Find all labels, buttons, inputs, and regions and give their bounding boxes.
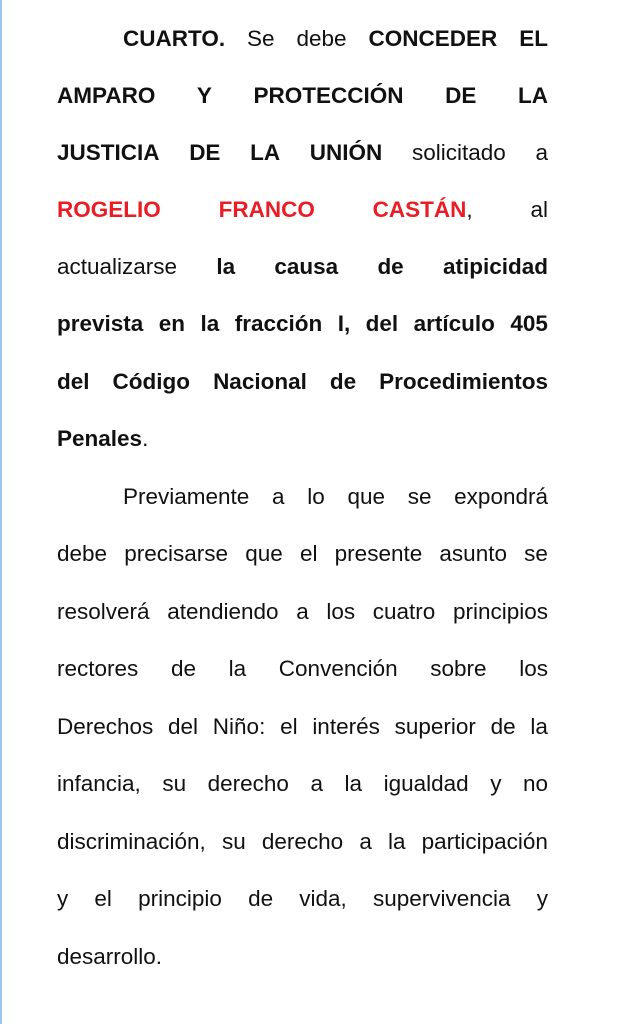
word: EL: [519, 26, 548, 51]
word: derecho: [207, 771, 289, 796]
word: la: [387, 829, 406, 854]
paragraph-1-line-3: [57, 137, 548, 169]
word: Convención: [278, 656, 398, 681]
party-name-word: ROGELIO: [57, 197, 161, 222]
word: Procedimientos: [379, 369, 548, 394]
word: infancia,: [57, 771, 141, 796]
word: Código: [112, 369, 191, 394]
word: de: [170, 656, 196, 681]
paragraph-1-line-4: [57, 194, 548, 226]
word: Y: [196, 83, 212, 108]
word: DE: [189, 140, 221, 165]
paragraph-2-line-4: [57, 653, 548, 685]
paragraph-2-line-2: [57, 538, 548, 570]
word: el: [299, 541, 318, 566]
paragraph-2-line-6: [57, 768, 548, 800]
word: LA: [518, 83, 548, 108]
paragraph-1-line-6: [57, 308, 548, 340]
word: resolverá: [57, 599, 150, 624]
word: supervivencia: [372, 886, 511, 911]
party-name-word: FRANCO: [218, 197, 315, 222]
word: del: [365, 311, 399, 336]
word: Nacional: [213, 369, 307, 394]
word: expondrá: [454, 484, 548, 509]
word: Penales: [57, 426, 143, 451]
word: la: [228, 656, 247, 681]
word: y: [536, 886, 548, 911]
word: debe: [296, 26, 347, 51]
word: vida,: [299, 886, 347, 911]
paragraph-2-line-9: [57, 941, 548, 973]
word: AMPARO: [57, 83, 156, 108]
paragraph-1-line-5: [57, 251, 548, 283]
word: a: [272, 484, 285, 509]
word: 405: [510, 311, 548, 336]
word: del: [57, 369, 90, 394]
word: el: [94, 886, 112, 911]
word: atendiendo: [167, 599, 279, 624]
word: la: [530, 714, 548, 739]
paragraph-2-line-1: [57, 481, 548, 513]
word: su: [162, 771, 187, 796]
word: que: [347, 484, 385, 509]
paragraph-2-line-7: [57, 826, 548, 858]
paragraph-1-line-2: [57, 80, 548, 112]
word: atipicidad: [442, 254, 548, 279]
word: los: [326, 599, 356, 624]
word: se: [407, 484, 432, 509]
word: cuatro: [372, 599, 436, 624]
word: causa: [274, 254, 339, 279]
word: LA: [250, 140, 281, 165]
word: fracción: [234, 311, 323, 336]
word: Se: [247, 26, 275, 51]
word: principios: [452, 599, 548, 624]
word: CONCEDER: [368, 26, 498, 51]
word: al: [530, 197, 548, 222]
word: a: [535, 140, 548, 165]
word: del: [168, 714, 199, 739]
word: debe: [57, 541, 108, 566]
word: Niño:: [212, 714, 266, 739]
word: UNIÓN: [309, 140, 383, 165]
word: Previamente: [123, 484, 250, 509]
word: CUARTO.: [123, 26, 226, 51]
word: presente: [334, 541, 423, 566]
word: en: [158, 311, 186, 336]
word: su: [221, 829, 246, 854]
word: lo: [307, 484, 325, 509]
word: discriminación,: [57, 829, 206, 854]
word: no: [522, 771, 548, 796]
word: y: [57, 886, 69, 911]
punctuation: .: [142, 426, 149, 451]
word: precisarse: [124, 541, 229, 566]
word: los: [519, 656, 548, 681]
paragraph-2-line-3: [57, 596, 548, 628]
word: la: [200, 311, 220, 336]
word: actualizarse: [57, 254, 178, 279]
word: la: [216, 254, 236, 279]
paragraph-2-line-8: [57, 883, 548, 915]
word: participación: [421, 829, 548, 854]
page-margin-rule: [0, 0, 2, 1024]
word: principio: [138, 886, 222, 911]
word: el: [280, 714, 298, 739]
word: asunto: [439, 541, 507, 566]
word: interés: [312, 714, 380, 739]
party-name-word: CASTÁN: [372, 197, 467, 222]
word: de: [329, 369, 357, 394]
word: artículo: [413, 311, 495, 336]
word: a: [359, 829, 372, 854]
word: DE: [445, 83, 477, 108]
word: la: [344, 771, 363, 796]
word: igualdad: [383, 771, 469, 796]
word: se: [524, 541, 548, 566]
word: de: [490, 714, 516, 739]
paragraph-1-line-8: [57, 423, 548, 455]
paragraph-1-line-1: [57, 23, 548, 55]
word: Derechos: [57, 714, 154, 739]
punctuation: ,: [466, 197, 473, 222]
paragraph-2-line-5: [57, 711, 548, 743]
word: y: [490, 771, 502, 796]
word: prevista: [57, 311, 144, 336]
word: desarrollo.: [57, 944, 163, 969]
word: PROTECCIÓN: [253, 83, 404, 108]
word: de: [377, 254, 404, 279]
word: solicitado: [411, 140, 506, 165]
word: que: [245, 541, 283, 566]
word: a: [310, 771, 323, 796]
paragraph-1-line-7: [57, 366, 548, 398]
word: a: [296, 599, 309, 624]
word: JUSTICIA: [57, 140, 160, 165]
word: rectores: [57, 656, 139, 681]
word: I,: [337, 311, 351, 336]
word: de: [248, 886, 274, 911]
word: derecho: [261, 829, 344, 854]
word: sobre: [430, 656, 487, 681]
word: superior: [394, 714, 476, 739]
